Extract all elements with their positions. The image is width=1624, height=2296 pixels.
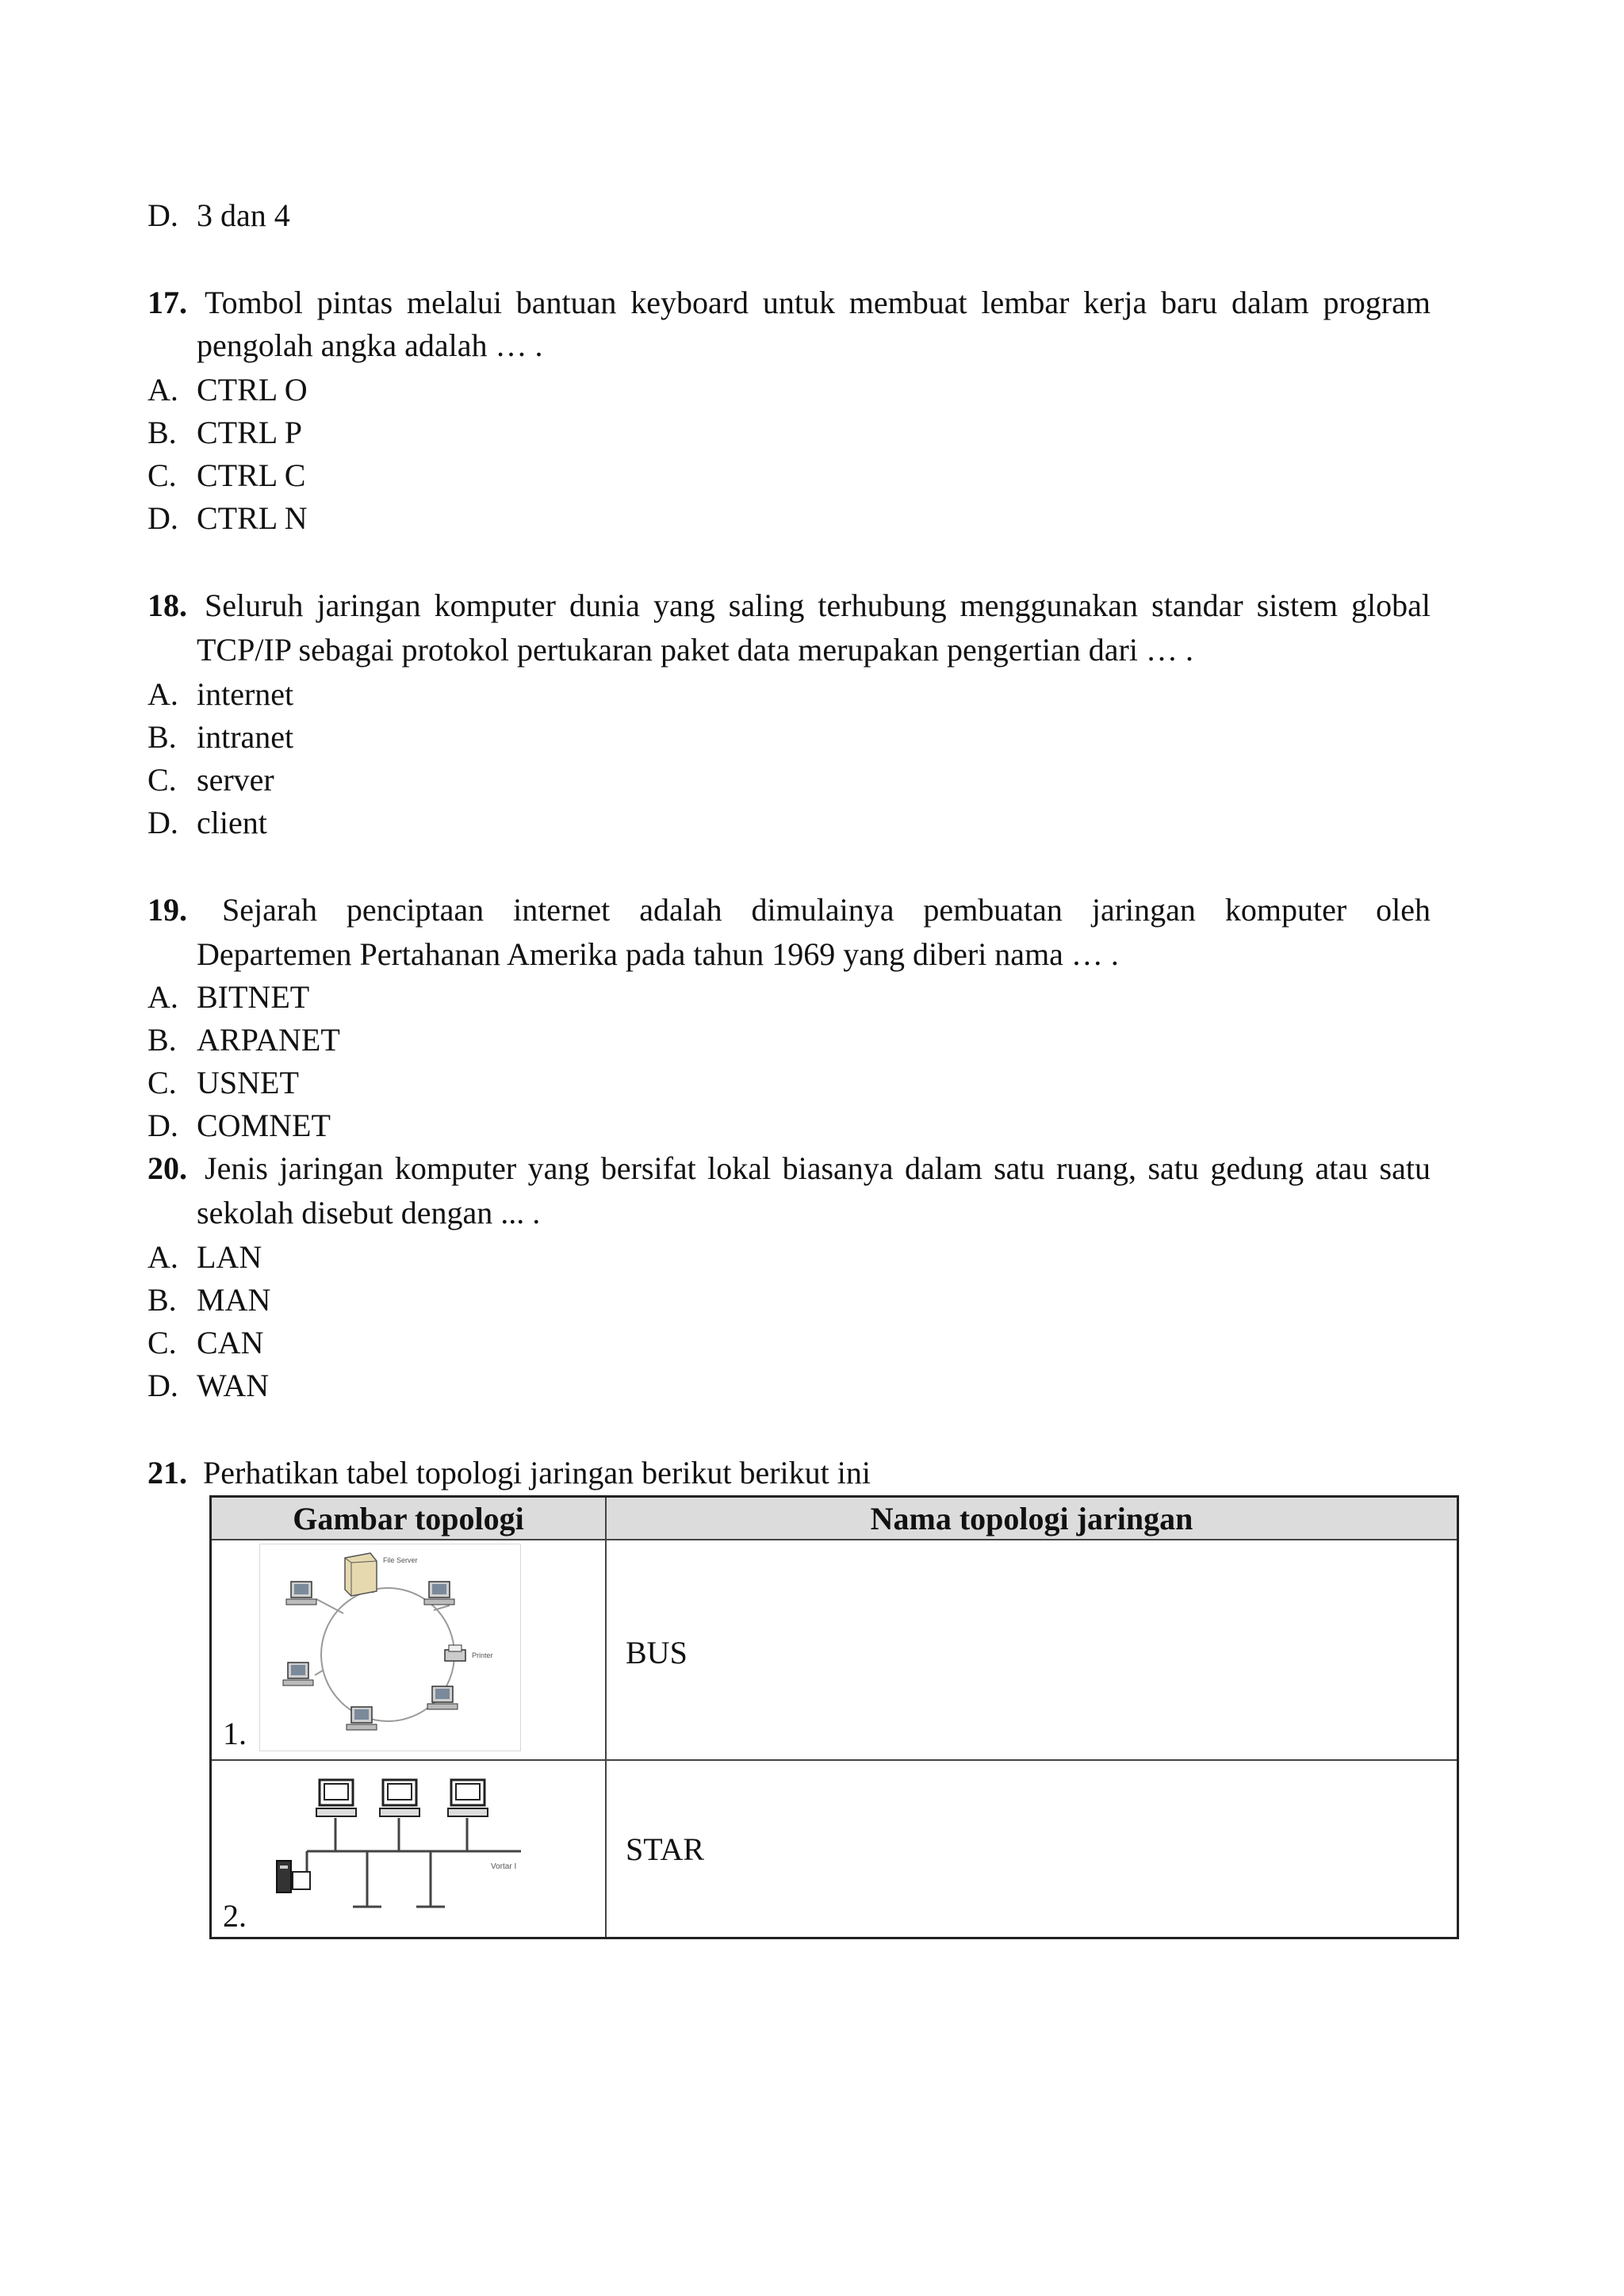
terminator-label: Vortar I [491,1862,517,1871]
q21-text: Perhatikan tabel topologi jaringan berikut berikut ini [203,1455,871,1490]
topology-name: BUS [626,1635,688,1670]
q19-option-d: D. COMNET [147,1108,331,1143]
table-row [211,1760,1458,1938]
header-gambar-topologi: Gambar topologi [211,1497,607,1540]
q19-line1-text: Sejarah penciptaan internet adalah dimulainya pembuatan jaringan komputer oleh [222,892,1431,928]
q20-number: 20. [147,1150,187,1186]
q18-option-a: A. internet [147,676,294,712]
q17-line2: pengolah angka adalah … . [197,327,543,363]
topology-name-cell [606,1540,1458,1760]
file-server-label: File Server [383,1556,418,1564]
computer-icon [316,1780,356,1816]
q20-option-a: A. LAN [147,1239,262,1275]
q18-line1-text: Seluruh jaringan komputer dunia yang saling terhubung menggunakan standar sistem global [205,587,1431,623]
computer-icon [286,1582,316,1605]
q17-option-d: D. CTRL N [147,500,308,536]
q17-line1 [147,287,1431,319]
option-letter: D. [147,197,178,233]
table-header-row [211,1497,1458,1540]
q18-line1 [147,587,1431,623]
bus-topology-image [259,1767,545,1926]
q19-option-a: A. BITNET [147,979,310,1015]
computer-icon [424,1582,454,1605]
computer-icon [283,1663,313,1686]
q18-option-b: B. intranet [147,719,294,755]
q18-option-d: D. client [147,805,267,840]
q19-option-c: C. USNET [147,1065,299,1100]
ring-topology-image [259,1544,521,1751]
row-number: 1. [223,1716,247,1751]
server-tower-icon [277,1861,310,1892]
q19-option-b: B. ARPANET [147,1022,340,1058]
header-nama-topologi: Nama topologi jaringan [606,1497,1458,1540]
topology-image-cell [211,1760,607,1938]
topology-table [209,1495,1459,1939]
q19-line2: Departemen Pertahanan Amerika pada tahun 1969 yang diberi nama … . [197,936,1119,972]
q19-number: 19. [147,892,187,928]
row-number: 2. [223,1898,247,1934]
q21-line [147,1457,871,1489]
file-server-icon [345,1553,377,1596]
prev-option-d [147,197,290,233]
q20-option-d: D. WAN [147,1368,270,1403]
q18-number: 18. [147,587,187,623]
q21-number: 21. [147,1455,187,1490]
q19-line1 [147,894,1431,926]
option-text: 3 dan 4 [197,197,290,233]
q17-option-a: A. CTRL O [147,372,308,408]
computer-icon [380,1780,419,1816]
topology-image-cell [211,1540,607,1760]
q17-option-c: C. CTRL C [147,457,306,493]
computer-icon [427,1686,458,1709]
q20-line1 [147,1150,1431,1186]
q20-option-c: C. CAN [147,1325,264,1360]
q18-option-c: C. server [147,762,274,798]
q20-option-b: B. MAN [147,1282,271,1318]
q20-line1-text: Jenis jaringan komputer yang bersifat lokal biasanya dalam satu ruang, satu gedung atau satu [205,1150,1431,1186]
q17-line1-text: Tombol pintas melalui bantuan keyboard untuk membuat lembar kerja baru dalam program [205,285,1431,320]
printer-label: Printer [472,1651,493,1659]
table-row [211,1540,1458,1760]
q18-line2: TCP/IP sebagai protokol pertukaran paket data merupakan pengertian dari … . [197,632,1193,668]
q17-number: 17. [147,285,187,320]
computer-icon [448,1780,488,1816]
q17-option-b: B. CTRL P [147,415,302,450]
q20-line2: sekolah disebut dengan ... . [197,1195,541,1230]
topology-name-cell [606,1760,1458,1938]
topology-name: STAR [626,1831,705,1867]
computer-icon [347,1707,377,1730]
